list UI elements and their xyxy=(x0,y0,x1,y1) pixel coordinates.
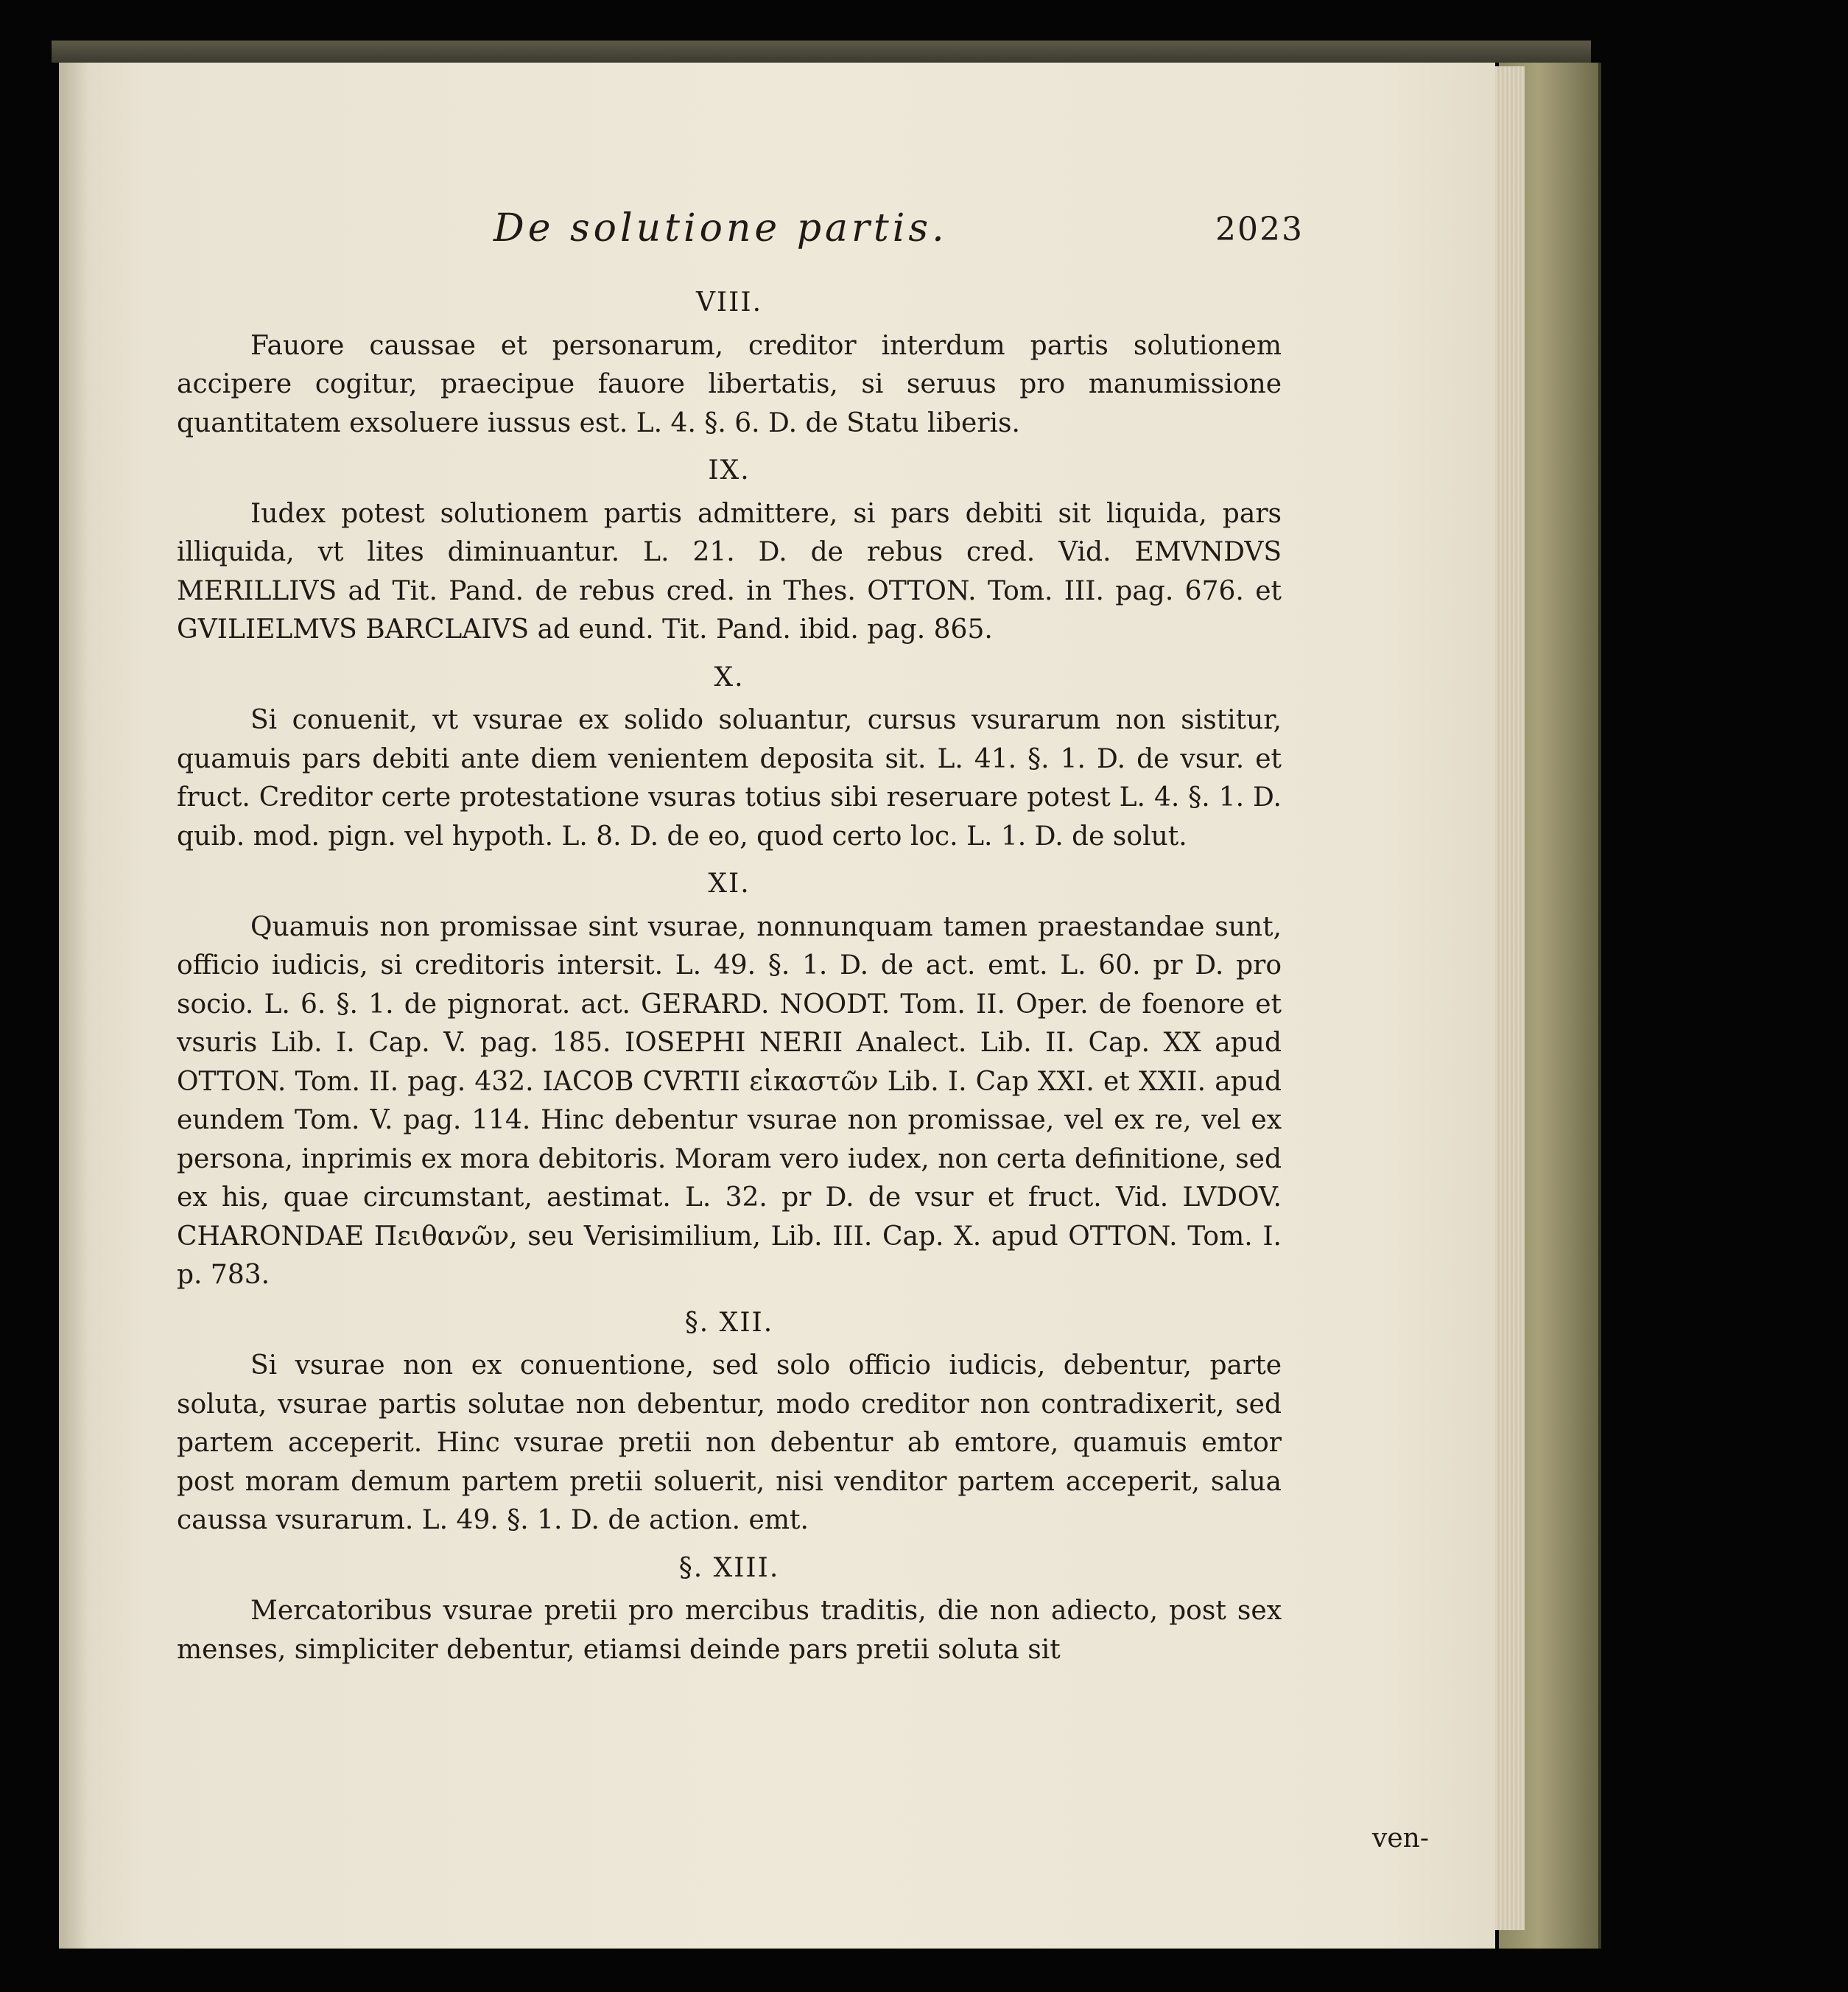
section-xii xyxy=(177,1304,1282,1540)
section-text: Si vsurae non ex conuentione, sed solo officio iudicis, debentur, parte soluta, vsurae partis solutae non debentur, modo creditor non contradixerit, sed partem acceperit. Hinc vsurae pretii non debentur ab emtore, quamuis emtor post moram demum partem pretii soluerit, nisi venditor partem acceperit, salua caussa vsurarum. L. 49. §. 1. D. de action. emt. xyxy=(177,1350,1282,1535)
section-heading: §. XIII. xyxy=(678,1552,780,1583)
section-text: Quamuis non promissae sint vsurae, nonnunquam tamen praestandae sunt, officio iudicis, si creditoris intersit. L. 49. §. 1. D. de act. emt. L. 60. pr D. pro socio. L. 6. §. 1. de pignorat. act. GERARD. NOODT. Tom. II. Oper. de foenore et vsuris Lib. I. Cap. V. pag. 185. IOSEPHI NERII Analect. Lib. II. Cap. XX apud OTTON. Tom. II. pag. 432. IACOB CVRTII εἰκαστῶν Lib. I. Cap XXI. et XXII. apud eundem Tom. V. pag. 114. Hinc debentur vsurae non promissae, vel ex re, vel ex persona, inprimis ex mora debitoris. Moram vero iudex, non certa definitione, sed ex his, quae circumstant, aestimat. L. 32. pr D. de vsur et fruct. Vid. LVDOV. CHARONDAE Πειθανῶν, seu Verisimilium, Lib. III. Cap. X. apud OTTON. Tom. I. p. 783. xyxy=(177,911,1282,1290)
page-body xyxy=(177,284,1282,1678)
section-heading: XI. xyxy=(708,869,751,899)
page-gutter-shadow xyxy=(59,63,88,1949)
section-heading: §. XII. xyxy=(684,1307,774,1338)
section-text: Si conuenit, vt vsurae ex solido soluantur, cursus vsurarum non sistitur, quamuis pars debiti ante diem venientem deposita sit. L. 41. §. 1. D. de vsur. et fruct. Creditor certe protestatione vsuras totius sibi reseruare potest L. 4. §. 1. D. quib. mod. pign. vel hypoth. L. 8. D. de eo, quod certo loc. L. 1. D. de solut. xyxy=(177,705,1282,852)
section-text: Mercatoribus vsurae pretii pro mercibus traditis, die non adiecto, post sex menses, simpliciter debentur, etiamsi deinde pars pretii soluta sit xyxy=(177,1596,1282,1665)
section-heading: IX. xyxy=(708,455,751,485)
section-text: Iudex potest solutionem partis admittere, si pars debiti sit liquida, pars illiquida, vt lites diminuantur. L. 21. D. de rebus cred. Vid. EMVNDVS MERILLIVS ad Tit. Pand. de rebus cred. in Thes. OTTON. Tom. III. pag. 676. et GVILIELMVS BARCLAIVS ad eund. Tit. Pand. ibid. pag. 865. xyxy=(177,498,1282,645)
running-title: De solutione partis. xyxy=(493,206,948,250)
section-ix xyxy=(177,452,1282,650)
section-viii xyxy=(177,284,1282,443)
page-number: 2023 xyxy=(1215,211,1304,248)
section-heading: VIII. xyxy=(695,287,763,318)
section-xiii xyxy=(177,1549,1282,1670)
book-board-top xyxy=(52,41,1591,63)
section-xi xyxy=(177,865,1282,1295)
section-text: Fauore caussae et personarum, creditor interdum partis solutionem accipere cogitur, praecipue fauore libertatis, si seruus pro manumissione quantitatem exsoluere iussus est. L. 4. §. 6. D. de Statu liberis. xyxy=(177,330,1282,438)
catchword: ven- xyxy=(1372,1823,1429,1854)
section-x xyxy=(177,659,1282,857)
page-header xyxy=(177,206,1326,265)
page xyxy=(59,63,1495,1949)
section-heading: X. xyxy=(714,662,745,692)
